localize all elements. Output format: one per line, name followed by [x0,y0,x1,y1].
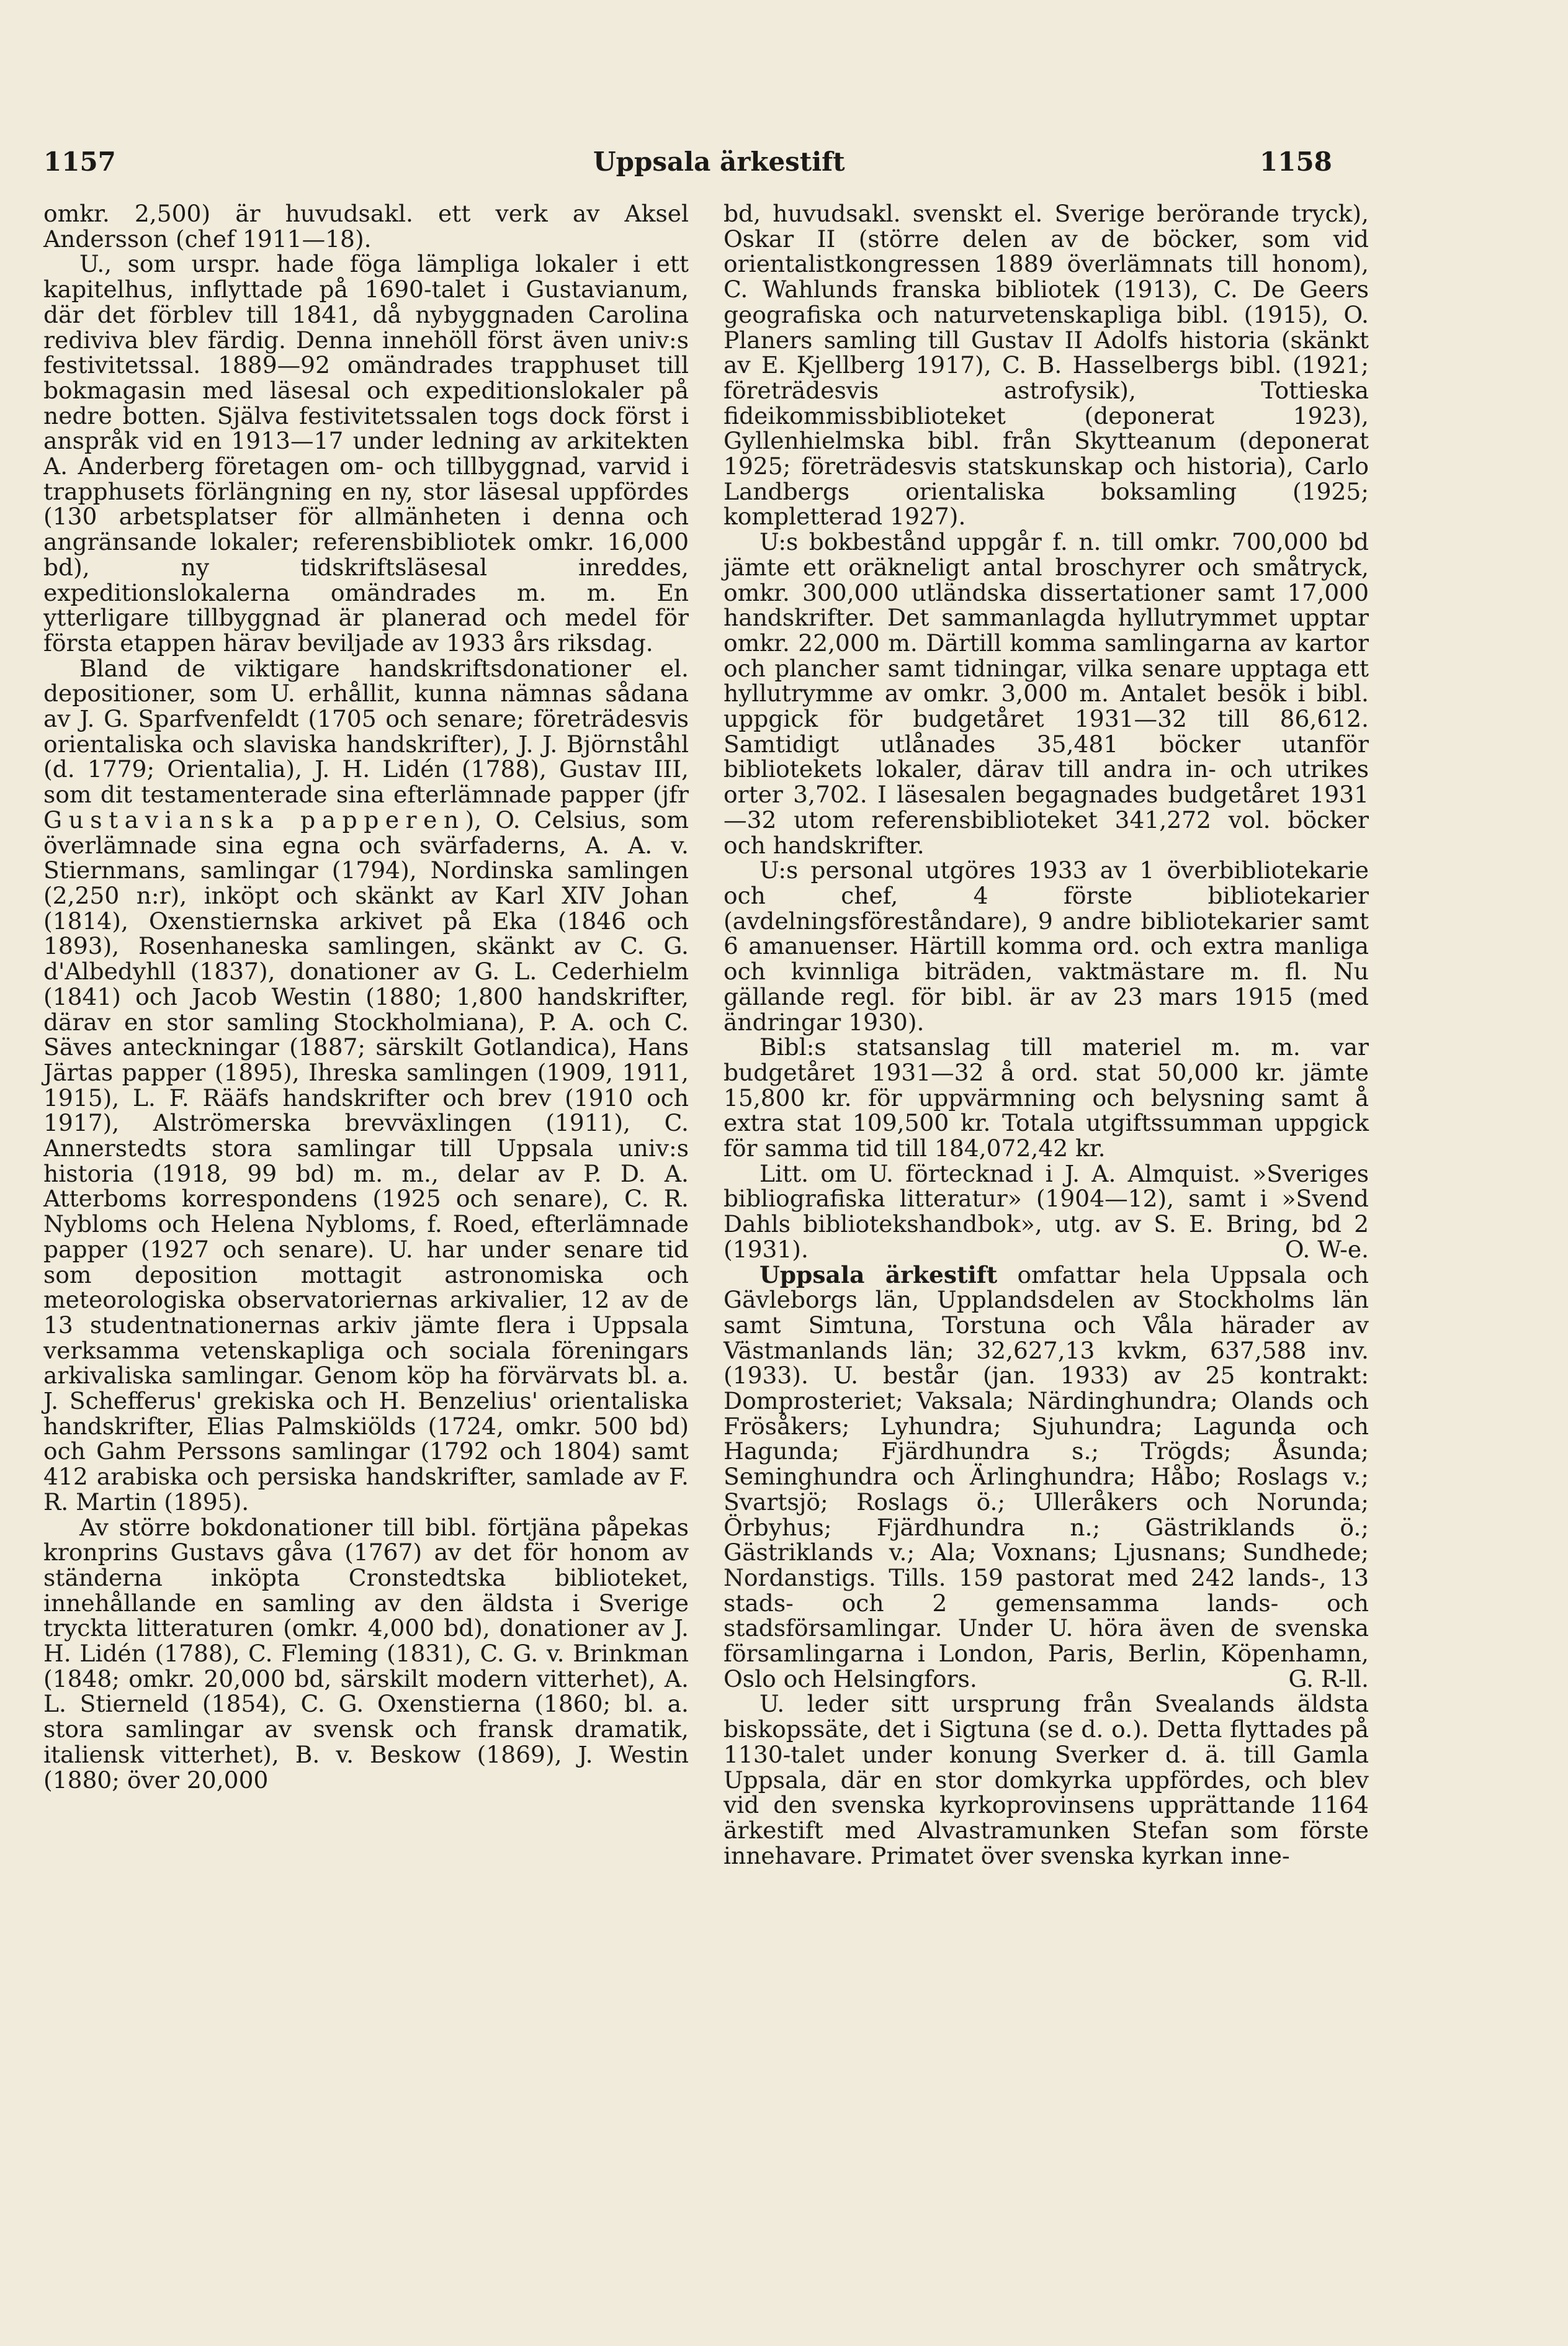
paragraph-text: omfattar hela Uppsala och Gävleborgs län, Upplandsdelen av Stockholms län samt Simtuna, Torstuna och Våla härader av Västmanlands län; 32,627,13 kvkm, 637,588 inv. (1933). U. består (jan. 1933) av 25 kontrakt: Domprosteriet; Vaksala; Närdinghundra; Olands och Frösåkers; Lyhundra; Sjuhundra; Lagunda och Hagunda; Fjärdhundra s.; Trögds; Åsunda; Seminghundra och Ärlinghundra; Håbo; Roslags v.; Svartsjö; Roslags ö.; Ulleråkers och Norunda; Örbyhus; Fjärdhundra n.; Gästriklands ö.; Gästriklands v.; Ala; Voxnans; Ljusnans; Sundhede; Nordanstigs. Tills. 159 pastorat med 242 lands-, 13 stads- och 2 gemensamma lands- och stadsförsamlingar. Under U. höra även de svenska församlingarna i London, Paris, Berlin, Köpenhamn, Oslo och Helsingfors. [724,1261,1369,1692]
right-page-number: 1158 [1260,146,1332,177]
paragraph-text: Litt. om U. förtecknad i J. A. Almquist. »Sveriges bibliografiska litteratur» (1904—12), samt i »Svend Dahls bibliotekshandbok», utg. av S. E. Bring, bd 2 (1931). [724,1159,1369,1263]
author-signature: G. R-ll. [1288,1665,1369,1692]
right-column [724,201,1369,1868]
paragraph [43,656,689,1515]
left-page-number: 1157 [43,146,116,177]
paragraph [724,1262,1369,1692]
left-column [43,201,689,1792]
paragraph-text: ), O. Celsius, som överlämnade sina egna och svärfaderns, A. A. v. Stiernmans, samlingar (1794), Nordinska samlingen (2,250 n:r), inköpt och skänkt av Karl XIV Johan (1814), Oxenstiernska arkivet på Eka (1846 och 1893), Rosenhaneska samlingen, skänkt av C. G. d'Albedyhll (1837), donationer av G. L. Cederhielm (1841) och Jacob Westin (1880; 1,800 handskrifter, därav en stor samling Stockholmiana), P. A. och C. Säves anteckningar (1887; särskilt Gotlandica), Hans Järtas papper (1895), Ihreska samlingen (1909, 1911, 1915), L. F. Rääfs handskrifter och brev (1910 och 1917), Alströmerska brevväxlingen (1911), C. Annerstedts stora samlingar till Uppsala univ:s historia (1918, 99 bd) m. m., delar av P. D. A. Atterboms korrespondens (1925 och senare), C. R. Nybloms och Helena Nybloms, f. Roed, efterlämnade papper (1927 och senare). U. har under senare tid som deposition mottagit astronomiska och meteorologiska observatoriernas arkivalier, 12 av de 13 studentnationernas arkiv jämte flera i Uppsala verksamma vetenskapliga och sociala föreningars arkivaliska samlingar. Genom köp ha förvärvats bl. a. J. Schefferus' grekiska och H. Benzelius' orientaliska handskrifter, Elias Palmskiölds (1724, omkr. 500 bd) och Gahm Perssons samlingar (1792 och 1804) samt 412 arabiska och persiska handskrifter, samlade av F. R. Martin (1895). [43,806,689,1516]
paragraph: bd, huvudsakl. svenskt el. Sverige berörande tryck), Oskar II (större delen av de böcker, som vid orientalistkongressen 1889 överlämnats till honom), C. Wahlunds franska bibliotek (1913), C. De Geers geografiska och naturvetenskapliga bibl. (1915), O. Planers samling till Gustav II Adolfs historia (skänkt av E. Kjellberg 1917), C. B. Hasselbergs bibl. (1921; företrädesvis astrofysik), Tottieska fideikommissbiblioteket (deponerat 1923), Gyllenhielmska bibl. från Skytteanum (deponerat 1925; företrädesvis statskunskap och historia), Carlo Landbergs orientaliska boksamling (1925; kompletterad 1927). [724,200,1369,531]
entry-headword: Uppsala ärkestift [759,1261,998,1288]
paragraph: U:s personal utgöres 1933 av 1 överbibliotekarie och chef, 4 förste bibliotekarier (avdelningsföreståndare), 9 andre bibliotekarier samt 6 amanuenser. Härtill komma ord. och extra manliga och kvinnliga biträden, vaktmästare m. fl. Nu gällande regl. för bibl. är av 23 mars 1915 (med ändringar 1930). [724,856,1369,1036]
paragraph: U:s bokbestånd uppgår f. n. till omkr. 700,000 bd jämte ett oräkneligt antal broschyrer och småtryck, omkr. 300,000 utländska dissertationer samt 17,000 handskrifter. Det sammanlagda hyllutrymmet upptar omkr. 22,000 m. Därtill komma samlingarna av kartor och plancher samt tidningar, vilka senare upptaga ett hyllutrymme av omkr. 3,000 m. Antalet besök i bibl. uppgick för budgetåret 1931—32 till 86,612. Samtidigt utlånades 35,481 böcker utanför bibliotekets lokaler, därav till andra in- och utrikes orter 3,702. I läsesalen begagnades budgetåret 1931—32 utom referensbiblioteket 341,272 vol. böcker och handskrifter. [724,528,1369,859]
paragraph [724,1161,1369,1262]
paragraph: U., som urspr. hade föga lämpliga lokaler i ett kapitelhus, inflyttade på 1690-talet i Gustavianum, där det förblev till 1841, då nybyggnaden Carolina rediviva blev färdig. Denna innehöll först även univ:s festivitetssal. 1889—92 omändrades trapphuset till bokmagasin med läsesal och expeditionslokaler på nedre botten. Själva festivitetssalen togs dock först i anspråk vid en 1913—17 under ledning av arkitekten A. Anderberg företagen om- och tillbyggnad, varvid i trapphusets förlängning en ny, stor läsesal uppfördes (130 arbetsplatser för allmänheten i denna och angränsande lokaler; referensbibliotek omkr. 16,000 bd), ny tidskriftsläsesal inreddes, expeditionslokalerna omändrades m. m. En ytterligare tillbyggnad är planerad och medel för första etappen härav beviljade av 1933 års riksdag. [43,250,689,657]
spaced-emphasis: Gustavianska papperen [43,806,465,834]
paragraph: U. leder sitt ursprung från Svealands äldsta biskopssäte, det i Sigtuna (se d. o.). Detta flyttades på 1130-talet under konung Sverker d. ä. till Gamla Uppsala, där en stor domkyrka uppfördes, och blev vid den svenska kyrkoprovinsens upprättande 1164 ärkestift med Alvastramunken Stefan som förste innehavare. Primatet över svenska kyrkan inne- [724,1690,1369,1869]
paragraph: Av större bokdonationer till bibl. förtjäna påpekas kronprins Gustavs gåva (1767) av det för honom av ständerna inköpta Cronstedtska biblioteket, innehållande en samling av den äldsta i Sverige tryckta litteraturen (omkr. 4,000 bd), donationer av J. H. Lidén (1788), C. Fleming (1831), C. G. v. Brinkman (1848; omkr. 20,000 bd, särskilt modern vitterhet), A. L. Stierneld (1854), C. G. Oxenstierna (1860; bl. a. stora samlingar av svensk och fransk dramatik, italiensk vitterhet), B. v. Beskow (1869), J. Westin (1880; över 20,000 [43,1513,689,1794]
paragraph: omkr. 2,500) är huvudsakl. ett verk av Aksel Andersson (chef 1911—18). [43,200,689,253]
running-title: Uppsala ärkestift [593,146,845,177]
author-signature: O. W-e. [1284,1235,1369,1263]
paragraph-text: Bland de viktigare handskriftsdonationer el. depositioner, som U. erhållit, kunna nämnas sådana av J. G. Sparfvenfeldt (1705 och senare; företrädesvis orientaliska och slaviska handskrifter), J. J. Björnståhl (d. 1779; Orientalia), J. H. Lidén (1788), Gustav III, som dit testamenterade sina efterlämnade papper (jfr [43,654,689,809]
paragraph: Bibl:s statsanslag till materiel m. m. var budgetåret 1931—32 å ord. stat 50,000 kr. jämte 15,800 kr. för uppvärmning och belysning samt å extra stat 109,500 kr. Totala utgiftssumman uppgick för samma tid till 184,072,42 kr. [724,1033,1369,1162]
running-header [0,146,1568,184]
